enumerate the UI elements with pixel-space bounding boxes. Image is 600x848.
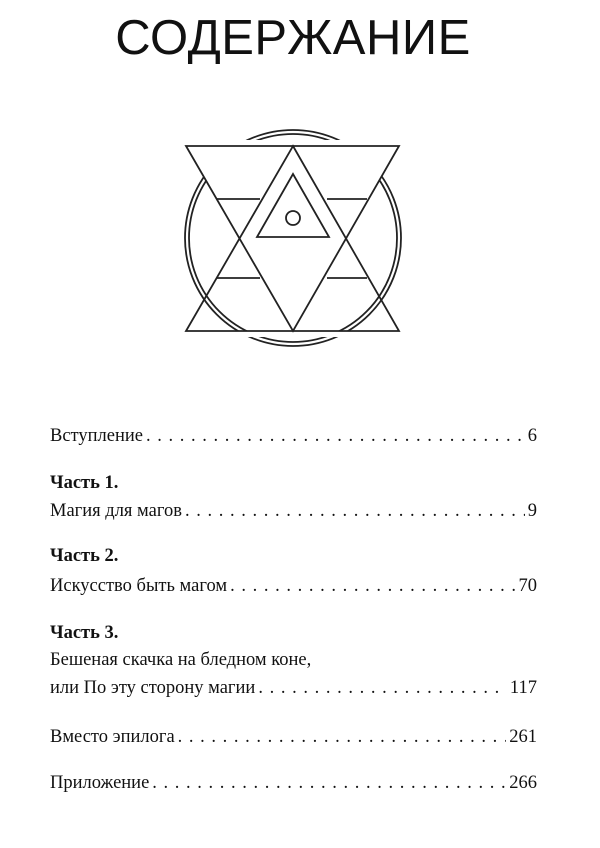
toc-entry-label: Искусство быть магом: [50, 576, 228, 596]
toc-entry-part3[interactable]: [50, 677, 537, 699]
toc-entry-part3-line1[interactable]: Бешеная скачка на бледном коне,: [50, 650, 312, 670]
toc-entry-page: 6: [527, 426, 537, 446]
dot-leader: [230, 575, 515, 597]
part-heading-1: Часть 1.: [50, 473, 119, 493]
toc-entry-label: Вместо эпилога: [50, 727, 175, 747]
toc-entry-epilogue[interactable]: [50, 726, 537, 748]
part-heading-2: Часть 2.: [50, 546, 119, 566]
toc-entry-page: 261: [509, 727, 537, 747]
part-heading-3: Часть 3.: [50, 623, 119, 643]
toc-entry-page: 9: [527, 501, 537, 521]
toc-entry-appendix[interactable]: [50, 772, 537, 794]
toc-entry-intro[interactable]: [50, 425, 537, 447]
toc-entry-part1[interactable]: [50, 500, 537, 522]
toc-entry-label: или По эту сторону магии: [50, 678, 256, 698]
dot-leader: [152, 772, 506, 794]
toc-entry-label: Магия для магов: [50, 501, 182, 521]
toc-entry-page: 266: [509, 773, 537, 793]
dot-leader: [178, 726, 507, 748]
toc-entry-page: 70: [518, 576, 537, 596]
occult-emblem-icon: [0, 0, 600, 400]
dot-leader: [146, 425, 525, 447]
dot-leader: [258, 677, 507, 699]
dot-leader: [185, 500, 525, 522]
toc-entry-label: Приложение: [50, 773, 150, 793]
toc-entry-page: 117: [509, 678, 537, 698]
toc-entry-part2[interactable]: [50, 575, 537, 597]
page-title: СОДЕРЖАНИЕ: [115, 11, 471, 65]
toc-entry-label: Вступление: [50, 426, 143, 446]
